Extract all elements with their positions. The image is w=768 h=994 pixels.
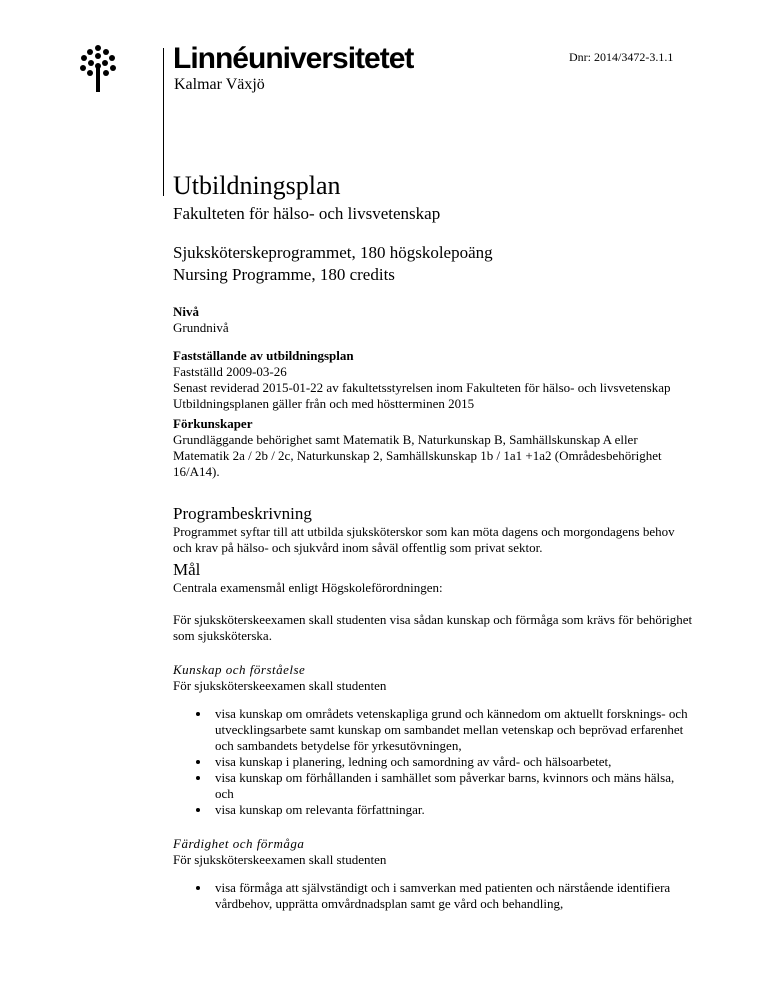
page-title: Utbildningsplan <box>173 171 341 200</box>
level-section <box>173 304 693 336</box>
university-name: Linnéuniversitetet <box>173 42 414 75</box>
header-divider <box>163 48 164 196</box>
prerequisites-text: Grundläggande behörighet samt Matematik B, Naturkunskap B, Samhällskunskap A eller Matematik 2a / 2b / 2c, Naturkunskap 2, Samhällskunskap 1b / 1a1 +1a2 (Områdesbehörighet 16/A14). <box>173 432 662 479</box>
knowledge-list <box>173 706 693 818</box>
document-body <box>173 170 693 912</box>
program-name-sv: Sjuksköterskeprogrammet, 180 högskolepoäng <box>173 243 493 262</box>
goals-text: För sjuksköterskeexamen skall studenten visa sådan kunskap och förmåga som krävs för behörighet som sjuksköterska. <box>173 612 693 643</box>
document-number: Dnr: 2014/3472-3.1.1 <box>569 50 674 64</box>
skills-intro: För sjuksköterskeexamen skall studenten <box>173 852 387 867</box>
skills-heading: Färdighet och förmåga <box>173 836 305 851</box>
list-item: • visa kunskap om förhållanden i samhället som påverkar barns, kvinnors och mäns hälsa, och <box>211 770 693 802</box>
approval-line: Fastställd 2009-03-26 <box>173 364 287 379</box>
university-subtitle: Kalmar Växjö <box>174 76 265 93</box>
skills-section <box>173 836 693 912</box>
program-name-en: Nursing Programme, 180 credits <box>173 265 395 284</box>
faculty-name: Fakulteten för hälso- och livsvetenskap <box>173 204 441 223</box>
approval-line: Senast reviderad 2015-01-22 av fakultetsstyrelsen inom Fakulteten för hälso- och livsvetenskap <box>173 380 671 395</box>
list-item: • visa kunskap i planering, ledning och samordning av vård- och hälsoarbetet, <box>211 754 693 770</box>
goals-intro: Centrala examensmål enligt Högskoleförordningen: <box>173 580 443 595</box>
knowledge-heading: Kunskap och förståelse <box>173 662 306 677</box>
list-item: • visa kunskap om relevanta författningar. <box>211 802 693 818</box>
level-label: Nivå <box>173 304 199 319</box>
prerequisites-label: Förkunskaper <box>173 416 253 431</box>
approval-section <box>173 348 693 412</box>
knowledge-section <box>173 662 693 818</box>
knowledge-intro: För sjuksköterskeexamen skall studenten <box>173 678 387 693</box>
program-description-heading: Programbeskrivning <box>173 504 312 523</box>
list-item: • visa förmåga att självständigt och i samverkan med patienten och närstående identifiera vårdbehov, upprätta omvårdnadsplan samt ge vård och behandling, <box>211 880 693 912</box>
list-item: • visa kunskap om områdets vetenskapliga grund och kännedom om aktuellt forsknings- och utvecklingsarbete samt kunskap om sambandet mellan vetenskap och beprövad erfarenhet och sambandets betydelse för yrkesutövningen, <box>211 706 693 754</box>
goals-section <box>173 560 693 644</box>
university-tree-logo <box>78 44 118 92</box>
prerequisites-section <box>173 416 693 480</box>
approval-line: Utbildningsplanen gäller från och med höstterminen 2015 <box>173 396 475 411</box>
program-description-section <box>173 504 693 556</box>
goals-heading: Mål <box>173 560 201 579</box>
skills-list <box>173 880 693 912</box>
approval-label: Fastställande av utbildningsplan <box>173 348 354 363</box>
program-description-text: Programmet syftar till att utbilda sjuksköterskor som kan möta dagens och morgondagens behov och krav på hälso- och sjukvård inom såväl offentlig som privat sektor. <box>173 524 675 555</box>
level-value: Grundnivå <box>173 320 229 335</box>
